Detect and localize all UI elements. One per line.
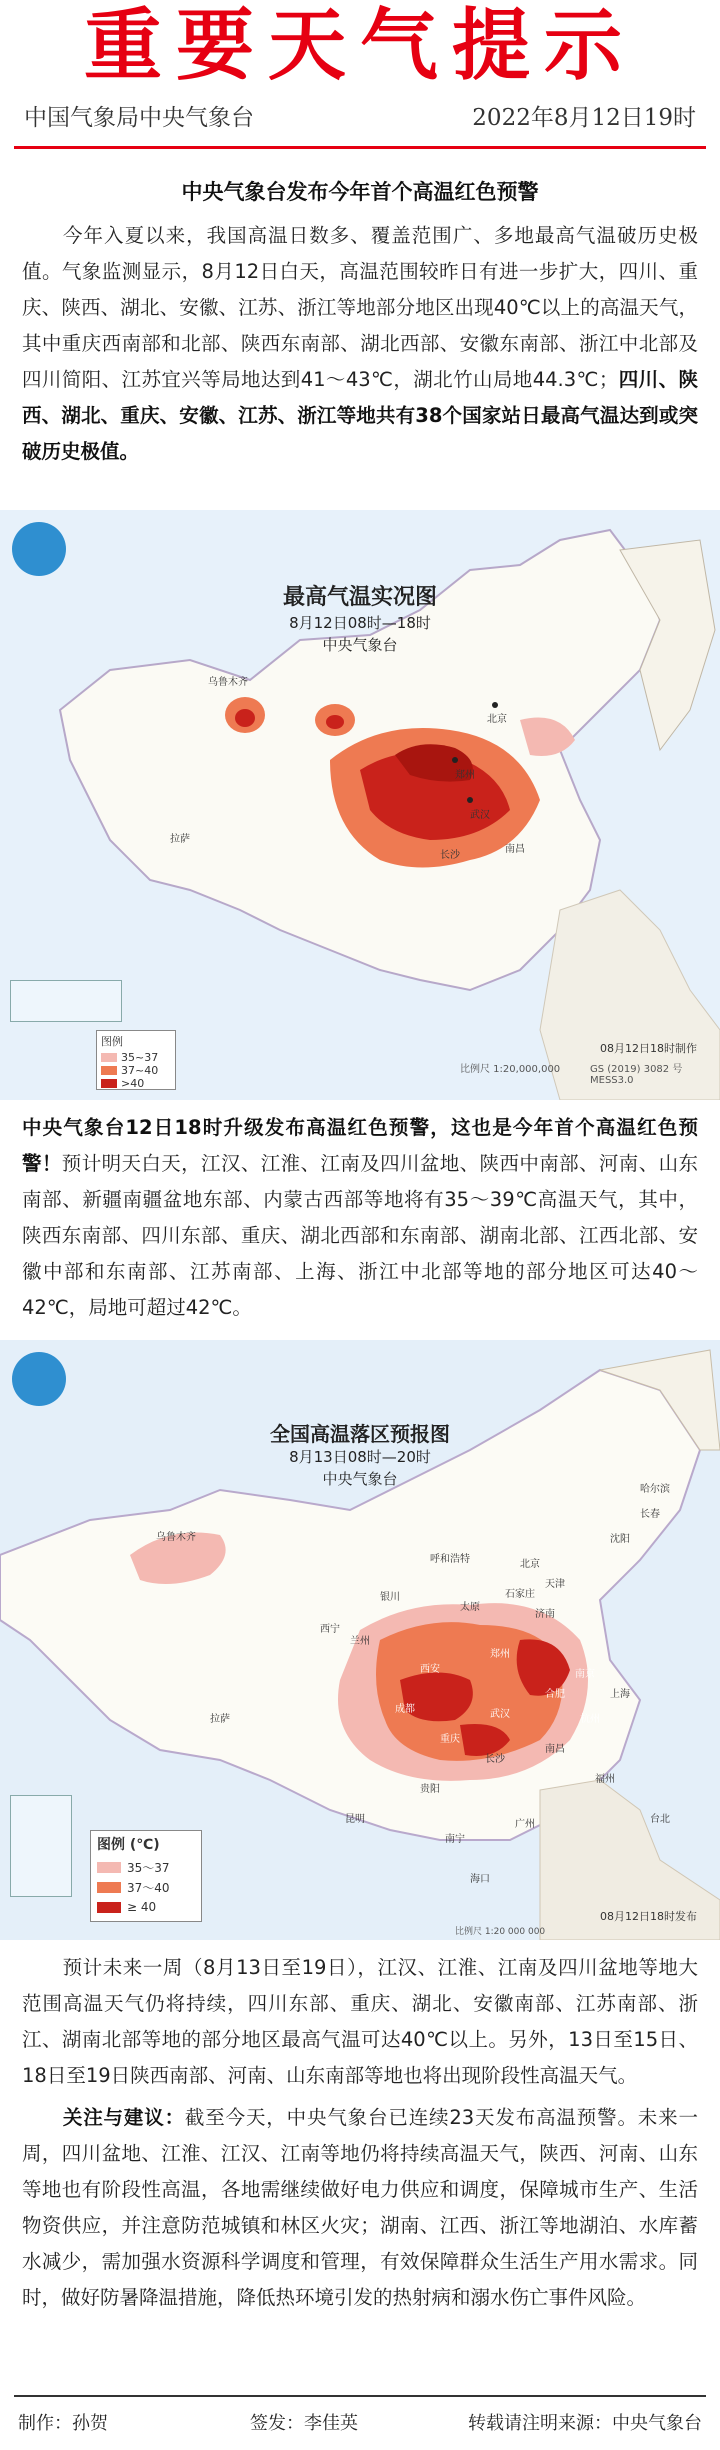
paragraph-observation: [22, 218, 698, 470]
agency-name: 中国气象局中央气象台: [24, 105, 254, 131]
paragraph-text: 预计明天白天，江汉、江淮、江南及四川盆地、陕西中南部、河南、山东南部、新疆南疆盆地东部、内蒙古西部等地将有35～39℃高温天气，其中，陕西东南部、四川东部、重庆、湖北西部和东南部、湖南北部、江西北部、安徽中部和东南部、江苏南部、上海、浙江中北部等地的部分地区可达40～42℃，局地可超过42℃。: [22, 1152, 698, 1319]
city-label: 南宁: [445, 1834, 465, 1845]
issue-date: 2022年8月12日19时: [472, 105, 696, 131]
observed-temperature-map: [0, 510, 720, 1100]
city-label: 南昌: [505, 844, 525, 855]
city-label: 重庆: [440, 1734, 460, 1745]
map-legend: [90, 1830, 202, 1922]
legend-title: 图例: [101, 1035, 123, 1048]
masthead: [0, 0, 720, 160]
map-stamp: 08月12日18时制作: [600, 1042, 697, 1055]
city-label: 广州: [515, 1819, 535, 1830]
city-label: 西宁: [320, 1624, 340, 1635]
legend-title: 图例 (℃): [97, 1837, 160, 1853]
cma-logo-icon: [12, 1352, 66, 1406]
city-label: 长沙: [485, 1754, 505, 1765]
south-china-sea-inset: [10, 980, 122, 1022]
footer-note: 转载请注明来源：中央气象台: [468, 2413, 702, 2434]
headline: 中央气象台发布今年首个高温红色预警: [181, 180, 539, 204]
footer-rule: [14, 2395, 706, 2397]
paragraph-advice: [22, 2100, 698, 2316]
legend-item: 37~40: [97, 1064, 175, 1077]
city-label: 长春: [640, 1509, 660, 1520]
footer: [0, 2395, 720, 2450]
city-label: 福州: [595, 1774, 615, 1785]
city-label: 拉萨: [210, 1714, 230, 1725]
city-label: 石家庄: [505, 1589, 535, 1600]
city-label: 哈尔滨: [640, 1484, 670, 1495]
masthead-title: 重要天气提示: [83, 0, 636, 91]
map-time: 8月13日08时—20时: [289, 1448, 431, 1466]
cma-logo-icon: [12, 522, 66, 576]
paragraph-text: 截至今天，中央气象台已连续23天发布高温预警。未来一周，四川盆地、江淮、江汉、江南等地仍将持续高温天气，陕西、河南、山东等地也有阶段性高温，各地需继续做好电力供应和调度，保障城市生产、生活物资供应，并注意防范城镇和林区火灾；湖南、江西、浙江等地湖泊、水库蓄水减少，需加强水资源科学调度和管理，有效保障群众生活生产用水需求。同时，做好防暑降温措施，降低热环境引发的热射病和溺水伤亡事件风险。: [22, 2106, 698, 2309]
city-label: 西安: [420, 1664, 440, 1675]
legend-item: 35～37: [91, 1857, 201, 1877]
city-label: 上海: [610, 1689, 630, 1700]
city-label: 呼和浩特: [430, 1554, 470, 1565]
masthead-subline: [24, 100, 696, 136]
city-label: 成都: [395, 1704, 415, 1715]
legend-item: 35~37: [97, 1051, 175, 1064]
city-label: 南京: [575, 1669, 595, 1680]
map-time: 8月12日08时—18时: [289, 614, 431, 632]
city-label: 武汉: [490, 1709, 510, 1720]
footer-maker: 制作：孙贺: [18, 2413, 108, 2434]
map-title: 全国高温落区预报图: [270, 1422, 450, 1446]
city-label: 贵阳: [420, 1784, 440, 1795]
map-gs-code: GS (2019) 3082 号 MESS3.0: [590, 1064, 683, 1086]
paragraph-warning: [22, 1110, 698, 1326]
map-scale: 比例尺 1:20 000 000: [455, 1927, 546, 1937]
map-scale: 比例尺 1:20,000,000: [460, 1064, 561, 1075]
city-label: 北京: [487, 714, 507, 725]
paragraph-bold: 四川、陕西、湖北、重庆、安徽、江苏、浙江等地共有38个国家站日最高气温达到或突破历史极值。: [22, 368, 698, 463]
city-label: 武汉: [470, 810, 490, 821]
city-label: 银川: [380, 1592, 400, 1603]
city-label: 兰州: [350, 1636, 370, 1647]
city-label: 拉萨: [170, 834, 190, 845]
map-agency: 中央气象台: [322, 1470, 398, 1488]
city-label: 沈阳: [610, 1534, 630, 1545]
city-label: 郑州: [490, 1649, 510, 1660]
paragraph-text: 预计未来一周（8月13日至19日），江汉、江淮、江南及四川盆地等地大范围高温天气仍将持续，四川东部、重庆、湖北、安徽南部、江苏南部、浙江、湖南北部等地的部分地区最高气温可达40℃以上。另外，13日至15日、18日至19日陕西南部、河南、山东南部等地也将出现阶段性高温天气。: [22, 1956, 698, 2087]
city-label: 合肥: [545, 1689, 565, 1700]
city-label: 南昌: [545, 1744, 565, 1755]
map-title: 最高气温实况图: [282, 585, 437, 610]
footer-signer: 签发：李佳英: [250, 2413, 358, 2434]
map-legend: [96, 1030, 176, 1090]
paragraph-text: 今年入夏以来，我国高温日数多、覆盖范围广、多地最高气温破历史极值。气象监测显示，8月12日白天，高温范围较昨日有进一步扩大，四川、重庆、陕西、湖北、安徽、江苏、浙江等地部分地区出现40℃以上的高温天气，其中重庆西南部和北部、陕西东南部、湖北西部、安徽东南部、浙江中北部及四川简阳、江苏宜兴等局地达到41～43℃，湖北竹山局地44.3℃；: [22, 224, 698, 391]
city-label: 乌鲁木齐: [156, 1532, 196, 1543]
paragraph-outlook: [22, 1950, 698, 2094]
city-label: 杭州: [580, 1714, 600, 1725]
city-label: 天津: [545, 1579, 565, 1590]
paragraph-bold: 中央气象台12日18时升级发布高温红色预警，这也是今年首个高温红色预警！: [22, 1116, 698, 1175]
forecast-heat-map: [0, 1340, 720, 1940]
masthead-rule: [14, 146, 706, 149]
city-label: 长沙: [440, 850, 460, 861]
city-label: 郑州: [455, 770, 475, 781]
city-label: 济南: [535, 1609, 555, 1620]
paragraph-bold: 关注与建议：: [62, 2106, 185, 2129]
city-label: 太原: [460, 1602, 480, 1613]
city-label: 昆明: [345, 1814, 365, 1825]
legend-item: >40: [97, 1077, 175, 1090]
south-china-sea-inset: [10, 1795, 72, 1897]
city-label: 北京: [520, 1559, 540, 1570]
city-label: 台北: [650, 1814, 670, 1825]
city-label: 乌鲁木齐: [208, 677, 248, 688]
legend-item: 37～40: [91, 1877, 201, 1897]
city-label: 海口: [470, 1874, 490, 1885]
map-stamp: 08月12日18时发布: [600, 1910, 697, 1923]
map-agency: 中央气象台: [322, 636, 398, 654]
legend-item: ≥ 40: [91, 1897, 201, 1917]
